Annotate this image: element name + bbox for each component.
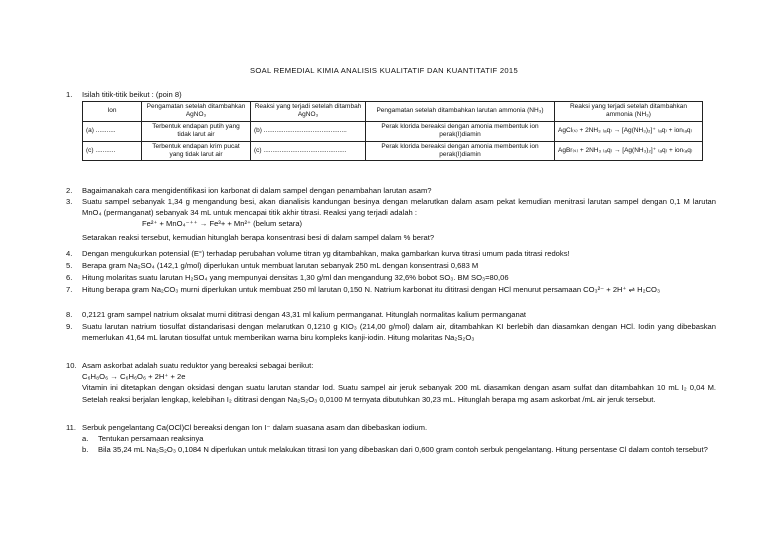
table-row	[83, 121, 703, 141]
table-cell: (c) ..............................................	[251, 141, 366, 161]
table-header: Ion	[83, 102, 142, 122]
table-header: Pengamatan setelah ditambahkan AgNO₃	[142, 102, 251, 122]
table-header: Pengamatan setelah ditambahkan larutan ammonia (NH₃)	[366, 102, 555, 122]
sub-question-list	[82, 433, 716, 455]
table-cell: Perak klorida bereaksi dengan amonia membentuk ion perak(I)diamin	[366, 141, 555, 161]
question-number: 3.	[66, 197, 73, 206]
question-7	[66, 284, 716, 295]
question-1	[66, 89, 716, 100]
table-header-row	[83, 102, 703, 122]
question-followup: Setarakan reaksi tersebut, kemudian hitunglah berapa konsentrasi besi di dalam sampel dalam % berat?	[82, 232, 435, 242]
question-number: 6.	[66, 273, 73, 282]
question-number: 4.	[66, 249, 73, 258]
ion-table	[82, 101, 703, 161]
question-text: Suatu sampel sebanyak 1,34 g mengandung besi, akan dianalisis kandungan besinya dengan melarutkan dalam asam pekat kemudian menitrasi larutan sampel dengan 0,1 M larutan MnO₄ (permanganat) sebanyak 34 mL untuk mencapai titik akhir titrasi. Reaksi yang terjadi adalah :	[82, 197, 716, 218]
question-text: Hitung berapa gram Na₂CO₃ murni diperlukan untuk membuat 250 ml larutan 0,150 N. Natrium karbonat itu dititrasi dengan HCl menurut persamaan CO₃²⁻ + 2H⁺ ⇌ H₂CO₃	[82, 285, 661, 294]
page-title: SOAL REMEDIAL KIMIA ANALISIS KUALITATIF DAN KUANTITATIF 2015	[250, 66, 518, 75]
table-cell: AgBr₍ₛ₎ + 2NH₃ ₍ₐq₎ → [Ag(NH₃)₂]⁺ ₍ₐq₎ + ion₍ₐq₎	[555, 141, 703, 161]
question-number: 10.	[66, 361, 77, 370]
table-cell: (a) ...........	[83, 121, 142, 141]
table-row	[83, 141, 703, 161]
sub-question-b	[82, 444, 716, 455]
question-text: Hitung molaritas suatu larutan H₂SO₄ yang mempunyai densitas 1,30 g/ml dan mengandung 32,6% bobot SO₃. BM SO₃=80,06	[82, 273, 509, 282]
sub-question-label: a.	[82, 434, 89, 444]
sub-question-text: Bila 35,24 mL Na₂S₂O₃ 0,1084 N diperlukan untuk melakukan titrasi Ion yang dibebaskan dari 0,600 gram contoh serbuk pengelantang. Hitung persentase Cl dalam contoh tersebut?	[98, 445, 708, 455]
table-cell: (c) ...........	[83, 141, 142, 161]
question-text: Asam askorbat adalah suatu reduktor yang bereaksi sebagai berikut:	[82, 361, 314, 370]
question-11	[66, 422, 716, 456]
question-text: Berapa gram Na₂SO₄ (142,1 g/mol) diperlukan untuk membuat larutan sebanyak 250 mL dengan konsentrasi 0,683 M	[82, 261, 479, 270]
question-text: Isilah titik-titik beikut : (poin 8)	[82, 90, 182, 99]
question-8	[66, 309, 716, 320]
question-4	[66, 248, 716, 259]
question-number: 9.	[66, 322, 73, 331]
question-number: 5.	[66, 261, 73, 270]
table-cell: Terbentuk endapan krim pucat yang tidak larut air	[142, 141, 251, 161]
table-header: Reaksi yang terjadi setelah ditambahkan ammonia (NH₃)	[555, 102, 703, 122]
table-cell: AgCl₍ₛ₎ + 2NH₃ ₍ₐq₎ → [Ag(NH₃)₂]⁺ ₍ₐq₎ + ion₍ₐq₎	[555, 121, 703, 141]
question-5	[66, 260, 716, 271]
question-followup: Vitamin ini ditetapkan dengan oksidasi dengan suatu larutan standar Iod. Suatu sampel air jeruk sebanyak 200 mL diasamkan dengan asam sulfat dan ditambahkan 10 mL I₂ 0,04 M. Setelah reaksi berjalan lengkap, kelebihan I₂ dititrasi dengan Na₂S₂O₃ 0,0100 M ternyata dibutuhkan 30,23 mL. Hitunglah berapa mg asam askorbat /mL air jeruk tersebut.	[82, 383, 716, 404]
question-number: 1.	[66, 90, 73, 99]
reaction-equation: Fe²⁺ + MnO₄⁻⁺⁺ → Fe³+ + Mn²⁺ (belum setara)	[142, 219, 303, 229]
question-text: Bagaimanakah cara mengidentifikasi ion karbonat di dalam sampel dengan penambahan larutan asam?	[82, 186, 432, 195]
reaction-equation: C₆H₈O₆ → C₆H₆O₆ + 2H⁺ + 2e	[82, 372, 186, 382]
question-number: 8.	[66, 310, 73, 319]
question-text: Serbuk pengelantang Ca(OCl)Cl bereaksi dengan Ion I⁻ dalam suasana asam dan dibebaskan iodium.	[82, 423, 428, 432]
table-cell: (b) ..............................................	[251, 121, 366, 141]
question-number: 7.	[66, 285, 73, 294]
question-9	[66, 321, 716, 343]
sub-question-text: Tentukan persamaan reaksinya	[98, 434, 204, 444]
question-number: 2.	[66, 186, 73, 195]
table-cell: Perak klorida bereaksi dengan amonia membentuk ion perak(I)diamin	[366, 121, 555, 141]
sub-question-a	[82, 433, 716, 444]
sub-question-label: b.	[82, 445, 89, 455]
question-text: Dengan mengukurkan potensial (E°) terhadap perubahan volume titran yg ditambahkan, maka gambarkan kurva titrasi umum pada titrasi redoks!	[82, 249, 570, 258]
table-header: Reaksi yang terjadi setelah ditambah AgNO₃	[251, 102, 366, 122]
question-text: 0,2121 gram sampel natrium oksalat murni dititrasi dengan 43,31 ml kalium permanganat. Hitunglah normalitas kalium permanganat	[82, 310, 527, 319]
question-number: 11.	[66, 423, 76, 432]
table-cell: Terbentuk endapan putih yang tidak larut air	[142, 121, 251, 141]
question-10	[66, 360, 716, 405]
question-text: Suatu larutan natrium tiosulfat distandarisasi dengan melarutkan 0,1210 g KIO₃ (214,00 g/mol) dalam air, ditambahkan KI berlebih dan diasamkan dengan HCl. Iodin yang dibebaskan memerlukan 41,64 mL larutan tiosulfat untuk memberikan warna biru kompleks kanji-iodin. Hitung molaritas Na₂S₂O₃	[82, 322, 716, 343]
question-2	[66, 185, 716, 196]
question-6	[66, 272, 716, 283]
question-3	[66, 196, 716, 243]
